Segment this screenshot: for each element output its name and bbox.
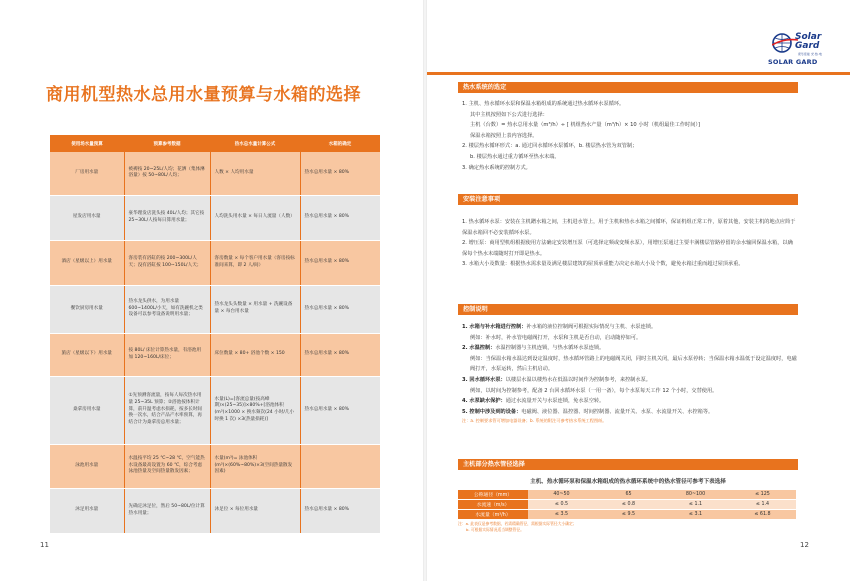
table-cell <box>300 444 380 488</box>
text-line: 1. 主机、热水循环水泵和保温水箱组成的系统通过热水循环水泵循环。 <box>462 101 625 107</box>
section-heading-system: 热水系统的选定 <box>458 82 798 93</box>
header-divider <box>427 72 850 75</box>
table-cell: ①先预测客流量，按每人每次热水用量 25~35L 预算；②浴池按体积计算，前升温考虑水损耗，按多长时间换一次水，结合产品产水率预算，再结合计为桑拿房总用水量； <box>124 376 210 444</box>
row-header: 水流速（m/s） <box>458 500 528 510</box>
table-cell: 水温按平均 25 ℃~28 ℃，空气能热水设备最高设置为 60 ℃，综合考虑泳池热量及空间热量散发因素； <box>124 444 210 488</box>
logo-subtitle: SOLAR GARD <box>768 58 818 66</box>
list-item <box>462 354 800 375</box>
table-cell: 热水总用水量 × 80% <box>300 333 380 376</box>
table-cell: 热水总用水量 × 80% <box>300 195 380 240</box>
item-text: 通过水流量开关与水泵连锁，免水泵空转。 <box>505 398 605 405</box>
text-paragraph: 2. 增压泵：商用型机组根据使用方法确定安装增压泵（可选择定频或变频水泵），用增压泵通过主要丰满楼层管路停留的余水输回保温水箱，以确保每个热水末端随时打开即是热水。 <box>462 240 793 257</box>
section-heading-install: 安装注意事项 <box>458 194 798 205</box>
row-header: 公称通径（mm） <box>458 490 528 500</box>
logo-wordmark <box>795 33 821 51</box>
table-cell: 桑拿房用水量 <box>50 376 124 444</box>
table-cell: 水量(m³)= 泳池体积(m³)×(60%~80%)×3(空间热量散发因素) <box>210 444 300 488</box>
table-row <box>50 376 380 444</box>
table-cell: 热水总用水量 × 80% <box>300 376 380 444</box>
page-number-right: 12 <box>800 541 809 549</box>
table-cell: 沐足位 × 每位用水量 <box>210 488 300 533</box>
text-line: b. 楼层热水通过重力循环至热水末端。 <box>470 153 560 160</box>
item-label: 2. 水温控制： <box>462 345 496 352</box>
table-cell: 热水总用水量 × 80% <box>300 152 380 195</box>
table-cell: 被褥按 20~25L/人均；花洒（集体淋浴量）按 50~80L/人均； <box>124 152 210 195</box>
table-cell: ≤ 1.4 <box>729 500 796 510</box>
table-row <box>50 444 380 488</box>
pipe-table-notes <box>458 521 798 533</box>
note-line: b. 可根据实际情况适当调整管径。 <box>466 527 524 532</box>
table-cell: 80~100 <box>662 490 729 500</box>
table-row <box>50 152 380 195</box>
table-cell: 热水总用水量 × 80% <box>300 285 380 333</box>
table-cell: ≤ 125 <box>729 490 796 500</box>
table-cell: 热水龙头头数量 × 用水量 + 洗碗设备量 × 每台用水量 <box>210 285 300 333</box>
table-row <box>458 490 796 500</box>
table-cell: ≤ 61.8 <box>729 510 796 520</box>
table-cell: 65 <box>595 490 662 500</box>
item-text: 例如：当保温水箱水温达到设定温度时，热水循环管路上的电磁阀关闭，同时主机关闭，最后水泵停转；当保温水箱水温低于设定温度时，电磁阀打开，水泵运转，然后主机启动。 <box>470 355 797 373</box>
text-line: 主机（台数）= 热水总用水量（m³/h）÷ [ 机组热水产量（m³/h）× 10 小时（机组最佳工作时间）] <box>470 122 701 129</box>
item-text: 以楼层水温以楼热水在低温以时间作为控制参考，来控制水泵。 <box>505 376 651 383</box>
page-title: 商用机型热水总用水量预算与水箱的选择 <box>46 85 361 105</box>
table-row <box>50 488 380 533</box>
text-line: 3. 确定热水系统的控制方式。 <box>462 164 531 171</box>
water-budget-table <box>50 135 380 534</box>
section-body-install <box>462 217 797 270</box>
item-label: 3. 回水循环水泵： <box>462 376 506 383</box>
item-label: 4. 水泵缺水保护： <box>462 398 506 405</box>
table-cell: 热水总用水量 × 80% <box>300 240 380 285</box>
list-item <box>462 322 800 333</box>
table-cell: 厂房用水量 <box>50 152 124 195</box>
logo-chinese-tagline: 索乐佳能 光·热·电 <box>798 52 822 56</box>
text-paragraph: 1. 热水循环水泵：安装在主机蹭水箱之间，主机进水管上，用于主机和热水水箱之间循环，保证机组正常工作，原着其他，安装主机的地点应简于保温水箱回不必安装循环水泵。 <box>462 219 796 236</box>
table-cell: ≤ 3.1 <box>662 510 729 520</box>
list-item <box>462 343 800 354</box>
note-line: 注：a. 此表仅是参考数据，若需精确管径，需根据实际管径大小确定； <box>458 521 577 526</box>
table-header-row <box>50 135 380 152</box>
item-label: 5. 控制中涉及到的设备： <box>462 408 522 415</box>
page-gutter <box>423 0 427 581</box>
item-text: 例如：补水时，补水管电磁阀打开，水泵和主机是否自动，启动随停如可。 <box>470 334 642 341</box>
table-cell: 餐饮厨房用水量 <box>50 285 124 333</box>
logo-word-top: Solar <box>795 32 822 42</box>
item-text: 电磁阀、液位器、温控器、时间控制器、流量开关、水泵、水流量开关、水控箱等。 <box>521 408 714 415</box>
table-cell: 屋发店用水量 <box>50 195 124 240</box>
list-item <box>462 396 800 407</box>
table-cell: 客房装有浴缸的按 200~300L/人天；没有浴缸按 100~150L/人天； <box>124 240 210 285</box>
table-cell: 40~50 <box>528 490 595 500</box>
table-cell: 旅店（星级以下）用水量 <box>50 333 124 376</box>
list-item <box>462 333 800 344</box>
section-heading-pipe: 主机部分热水管径选择 <box>458 459 798 470</box>
table-cell: 泳池用水量 <box>50 444 124 488</box>
table-cell: ≤ 0.8 <box>595 500 662 510</box>
column-header: 水箱的确定 <box>300 135 380 152</box>
item-text: 水温控制器与主机连锁，与热水循环水泵连锁。 <box>495 345 605 352</box>
table-cell: 沐足用水量 <box>50 488 124 533</box>
logo-word-bottom: Gard <box>795 41 820 51</box>
section-body-control <box>462 322 800 424</box>
brand-logo <box>768 32 832 68</box>
table-cell: 人数 × 人均用水量 <box>210 152 300 195</box>
table-cell: 热水总用水量 × 80% <box>300 488 380 533</box>
table-cell: 水量(L)=[客流总量(按高峰期)×(25~35)]×80%+[浴池体积(m³)×1000 × 换水频次(24 小时/几小时换 1 次) ×3(热量损耗)] <box>210 376 300 444</box>
list-item <box>462 386 800 397</box>
table-cell: 人均洗头用水量 × 每日人流量（人数） <box>210 195 300 240</box>
list-item <box>462 375 800 386</box>
table-row <box>50 285 380 333</box>
table-row <box>50 333 380 376</box>
item-text: 补水箱的液位控制阀可根据实际情况与主机、水泵连锁。 <box>526 324 657 330</box>
text-line: 2. 楼层热水循环形式：a. 通过回水循环水泵循环，b. 楼层热水管为双管制； <box>462 143 638 150</box>
row-header: 水流量（m³/h） <box>458 510 528 520</box>
column-header: 预算参考数据 <box>124 135 210 152</box>
text-line: 其中主机按照如下公式进行选择： <box>470 111 548 118</box>
table-cell: 豪华理发店洗头按 40L/人均；其它按 25~30L/人按每日算用水量； <box>124 195 210 240</box>
table-cell: 热水龙头供水，为用水量 600~1400L/小天，如有洗碗机之类设备可以参考设备说明用水量； <box>124 285 210 333</box>
table-row <box>458 500 796 510</box>
text-paragraph: 3. 水箱大小及数量：根据热水需求量及满足楼层建筑的屋顶承重能力决定水箱大小及个数，避免水箱过重而超过屋顶承重。 <box>462 261 744 268</box>
text-line: 保温水箱按照上表内容选择。 <box>470 132 538 139</box>
column-header: 热水总水量计算公式 <box>210 135 300 152</box>
table-cell: 床位数量 × 80+ 浴池个数 × 150 <box>210 333 300 376</box>
table-cell: 先确定沐足位，然后 50~80L/位计算热水用量； <box>124 488 210 533</box>
table-row <box>458 510 796 520</box>
table-cell: ≤ 1.1 <box>662 500 729 510</box>
section-body-system <box>462 99 802 173</box>
pipe-size-table <box>458 490 796 520</box>
table-row <box>50 195 380 240</box>
table-cell: ≤ 9.5 <box>595 510 662 520</box>
list-item <box>462 407 800 418</box>
item-label: 1. 水箱与补水箱进行控制： <box>462 324 527 330</box>
table-row <box>50 240 380 285</box>
table-cell: ≤ 0.5 <box>528 500 595 510</box>
section-heading-control: 控制说明 <box>458 304 798 315</box>
item-text: 例如，以时间为控制参考，配备 2 台回水循环水泵（一用一备），每个水泵每天工作 12 个小时，交替使用。 <box>470 387 718 394</box>
page-number-left: 11 <box>40 541 49 549</box>
table-cell: 按 80L/ 床位计算热水量，有浴池用加 120~160L/床位； <box>124 333 210 376</box>
table-cell: 酒店（星级以上）用水量 <box>50 240 124 285</box>
table-cell: 客房数量 × 每个客户用水量（客房按标准间来算，即 2 人/间） <box>210 240 300 285</box>
column-header: 使用场水量预算 <box>50 135 124 152</box>
table-cell: ≤ 3.5 <box>528 510 595 520</box>
control-note: 注：a. 控制要求管可增加电器设备；b. 系统的附注可参考热水系统工程图纸。 <box>462 418 607 424</box>
pipe-table-caption: 主机、热水循环泵和保温水箱组成的热水循环系统中的热水管径可参考下表选择 <box>530 479 726 485</box>
